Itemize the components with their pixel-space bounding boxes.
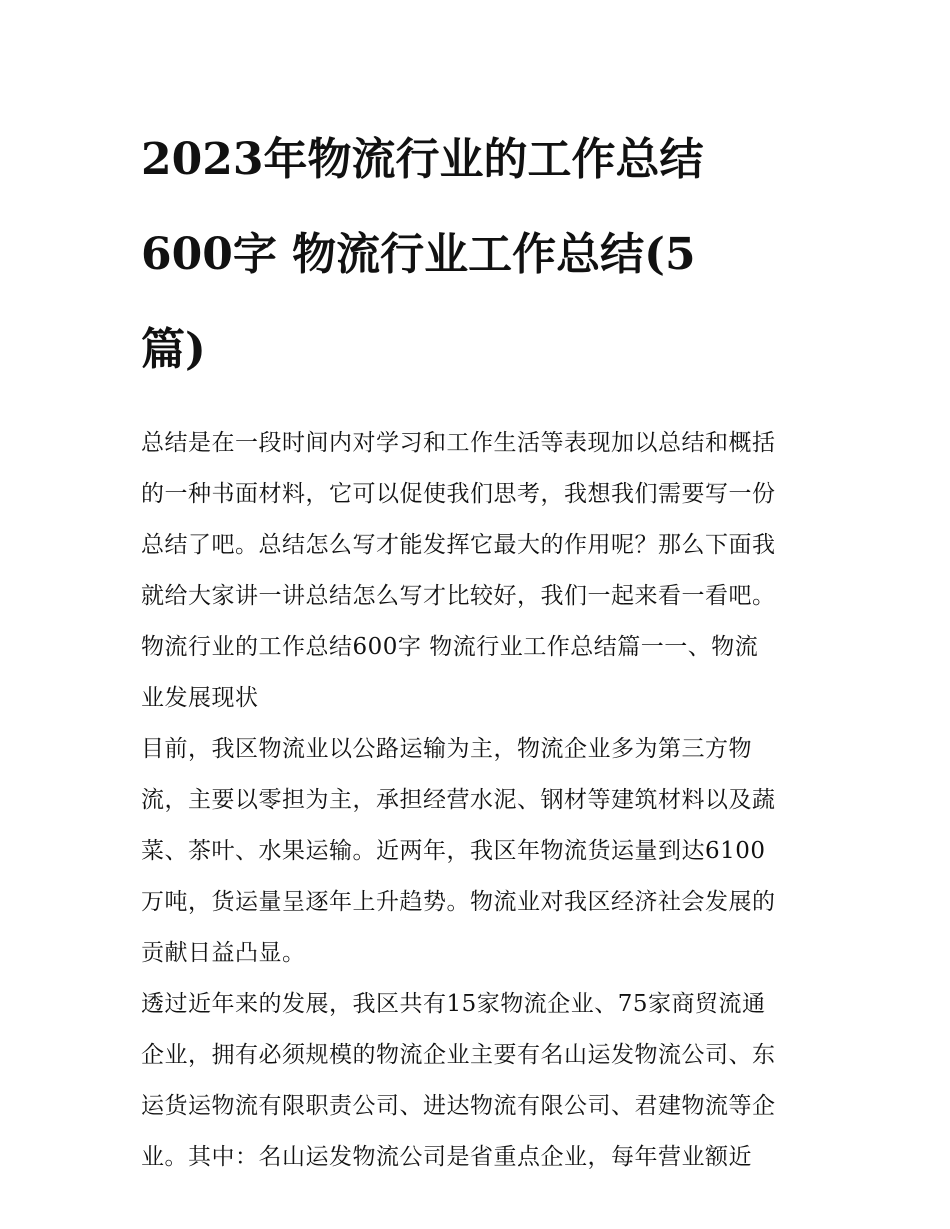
text-line: 万吨，货运量呈逐年上升趋势。物流业对我区经济社会发展的 bbox=[141, 889, 776, 915]
paragraph-enterprises bbox=[141, 979, 816, 1183]
paragraph-section-heading bbox=[141, 622, 816, 724]
document-title bbox=[141, 112, 781, 397]
text-line: 菜、茶叶、水果运输。近两年，我区年物流货运量到达6100 bbox=[141, 838, 766, 864]
title-line: 600字 物流行业工作总结(5 bbox=[141, 229, 696, 280]
text-line: 目前，我区物流业以公路运输为主，物流企业多为第三方物 bbox=[141, 736, 752, 762]
paragraph-current-status bbox=[141, 724, 816, 979]
text-line: 透过近年来的发展，我区共有15家物流企业、75家商贸流通 bbox=[141, 991, 766, 1017]
document-page bbox=[141, 112, 816, 1183]
document-body bbox=[141, 418, 816, 1183]
text-line: 物流行业的工作总结600字 物流行业工作总结篇一一、物流 bbox=[141, 634, 759, 660]
title-line: 2023年物流行业的工作总结 bbox=[141, 134, 704, 185]
text-line: 流，主要以零担为主，承担经营水泥、钢材等建筑材料以及蔬 bbox=[141, 787, 776, 813]
text-line: 贡献日益凸显。 bbox=[141, 940, 306, 966]
text-line: 企业，拥有必须规模的物流企业主要有名山运发物流公司、东 bbox=[141, 1042, 776, 1068]
text-line: 就给大家讲一讲总结怎么写才比较好，我们一起来看一看吧。 bbox=[141, 583, 776, 609]
title-line: 篇) bbox=[141, 324, 206, 375]
text-line: 运货运物流有限职责公司、进达物流有限公司、君建物流等企 bbox=[141, 1093, 776, 1119]
text-line: 业。其中：名山运发物流公司是省重点企业，每年营业额近 bbox=[141, 1144, 752, 1170]
text-line: 的一种书面材料，它可以促使我们思考，我想我们需要写一份 bbox=[141, 481, 776, 507]
text-line: 总结了吧。总结怎么写才能发挥它最大的作用呢？那么下面我 bbox=[141, 532, 776, 558]
text-line: 业发展现状 bbox=[141, 685, 259, 711]
paragraph-intro bbox=[141, 418, 816, 622]
text-line: 总结是在一段时间内对学习和工作生活等表现加以总结和概括 bbox=[141, 430, 776, 456]
